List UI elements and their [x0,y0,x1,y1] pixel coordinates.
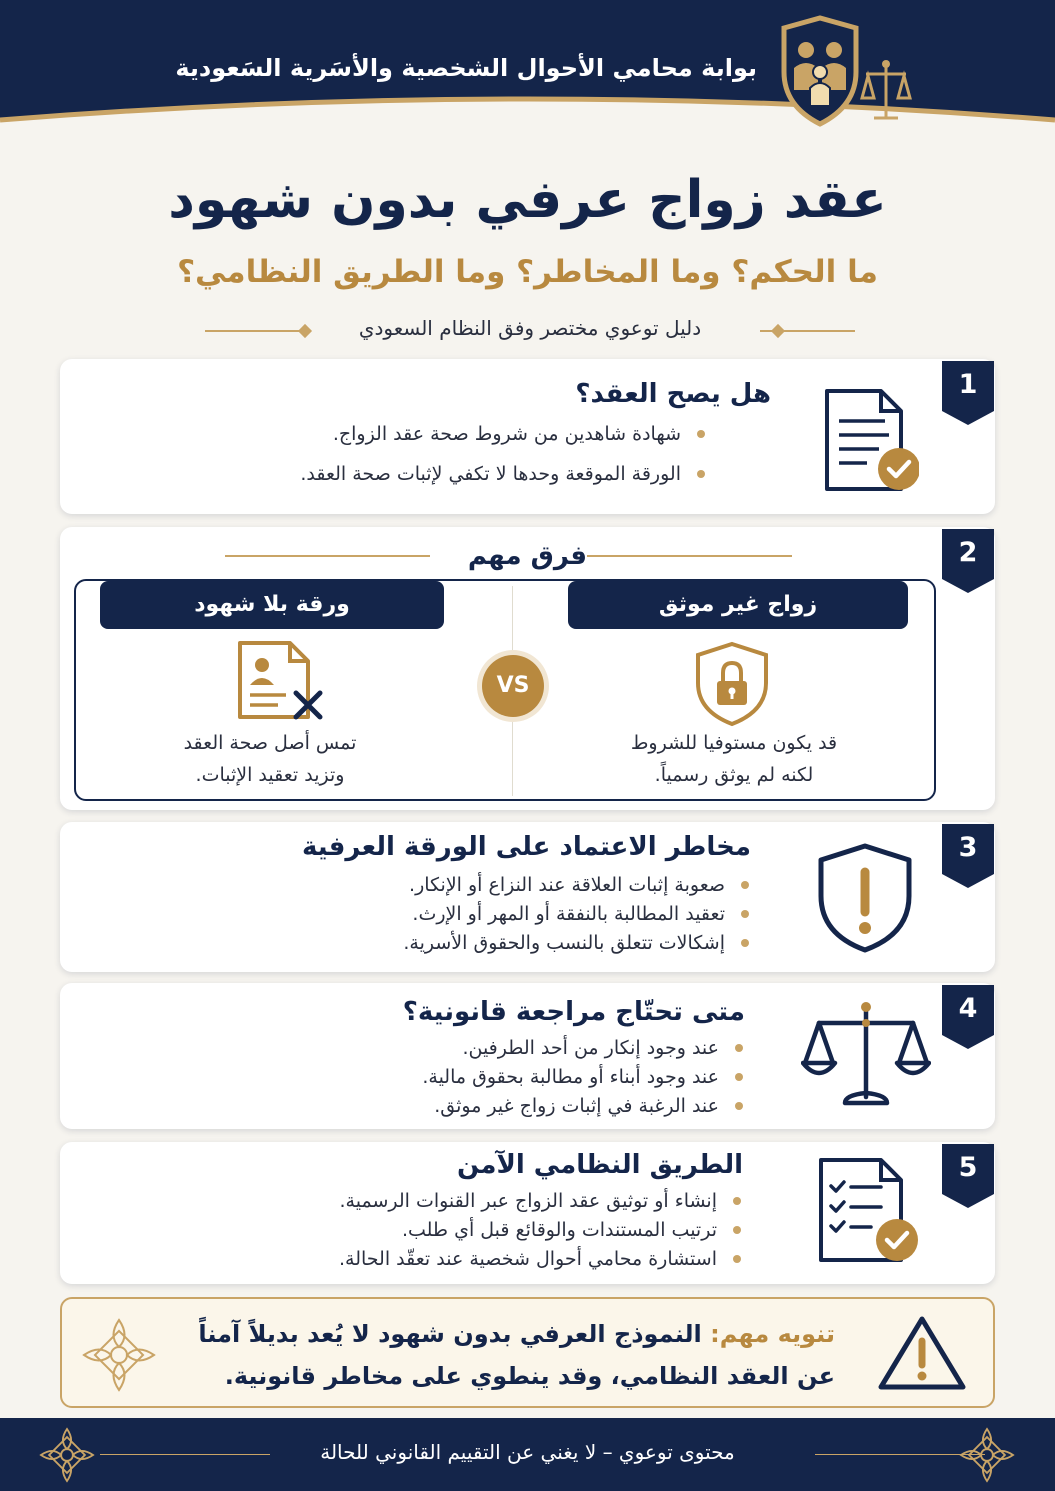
footer [0,1418,1055,1491]
section-number: 3 [958,832,978,863]
footer-disclaimer: محتوى توعوي – لا يغني عن التقييم القانوني للحالة [320,1440,735,1464]
bullet-list [300,423,707,485]
list-item: إنشاء أو توثيق عقد الزواج عبر القنوات الرسمية. [339,1190,743,1212]
section-number: 1 [958,369,978,400]
list-item: شهادة شاهدين من شروط صحة عقد الزواج. [300,423,707,445]
divider-line [760,330,855,332]
notice-label: تنويه مهم: [710,1320,835,1348]
section-number: 2 [958,537,978,568]
description-line: وتزيد تعقيد الإثبات. [195,764,345,786]
sub-title: ما الحكم؟ وما المخاطر؟ وما الطريق النظامي؟ [177,254,878,290]
important-notice [60,1297,995,1408]
list-item: تعقيد المطالبة بالنفقة أو المهر أو الإرث. [403,903,751,925]
notice-line-2: عن العقد النظامي، وقد ينطوي على مخاطر قانونية. [224,1362,835,1390]
header [0,0,1055,150]
section-title: مخاطر الاعتماد على الورقة العرفية [302,832,751,862]
checklist-check-icon [815,1156,919,1266]
portal-name: بوابة محامي الأحوال الشخصية والأسَرية السَعودية [175,54,757,82]
list-item: عند الرغبة في إثبات زواج غير موثق. [422,1095,745,1117]
section-2-card [60,527,995,810]
bullet-list [422,1037,745,1117]
description-line: لكنه لم يوثق رسمياً. [654,764,814,786]
main-title: عقد زواج عرفي بدون شهود [168,170,887,230]
section-title: متى تحتّاج مراجعة قانونية؟ [402,997,745,1027]
document-user-x-icon [234,639,326,723]
section-1-card [60,359,995,514]
bullet-list [339,1190,743,1270]
vs-badge: VS [482,655,544,717]
list-item: ترتيب المستندات والوقائع قبل أي طلب. [339,1219,743,1241]
divider-line [587,555,792,557]
description-line: تمس أصل صحة العقد [183,732,357,754]
shield-warning-icon [815,842,915,954]
undocumented-marriage-description [564,727,904,791]
list-item: الورقة الموقعة وحدها لا تكفي لإثبات صحة العقد. [300,463,707,485]
bullet-list [403,874,751,954]
section-title: فرق مهم [467,541,588,571]
list-item: صعوبة إثبات العلاقة عند النزاع أو الإنكار. [403,874,751,896]
description-line: قد يكون مستوفيا للشروط [630,732,838,754]
floral-ornament-icon [80,1316,158,1394]
tagline: دليل توعوي مختصر وفق النظام السعودي [358,316,702,340]
family-shield-scales-icon [770,14,918,130]
section-4-card [60,983,995,1129]
section-title: هل يصح العقد؟ [575,379,771,409]
floral-ornament-icon [958,1426,1016,1484]
section-5-card [60,1142,995,1284]
section-title: الطريق النظامي الآمن [456,1150,743,1180]
paper-without-witnesses-description [100,727,440,791]
warning-triangle-icon [877,1313,967,1393]
notice-line-1: النموذج العرفي بدون شهود لا يُعد بديلاً آمناً [198,1320,702,1348]
list-item: إشكالات تتعلق بالنسب والحقوق الأسرية. [403,932,751,954]
list-item: عند وجود إنكار من أحد الطرفين. [422,1037,745,1059]
notice-text [195,1313,835,1397]
document-check-icon [819,385,919,495]
undocumented-marriage-label: زواج غير موثق [568,581,908,629]
comparison-box [74,579,936,801]
paper-without-witnesses-label: ورقة بلا شهود [100,581,444,629]
section-number: 4 [958,993,978,1024]
tagline-row [200,314,860,348]
section-number: 5 [958,1152,978,1183]
section-3-card [60,822,995,972]
lock-shield-icon [692,641,772,727]
list-item: عند وجود أبناء أو مطالبة بحقوق مالية. [422,1066,745,1088]
scales-icon [801,997,931,1111]
list-item: استشارة محامي أحوال شخصية عند تعقّد الحالة. [339,1248,743,1270]
